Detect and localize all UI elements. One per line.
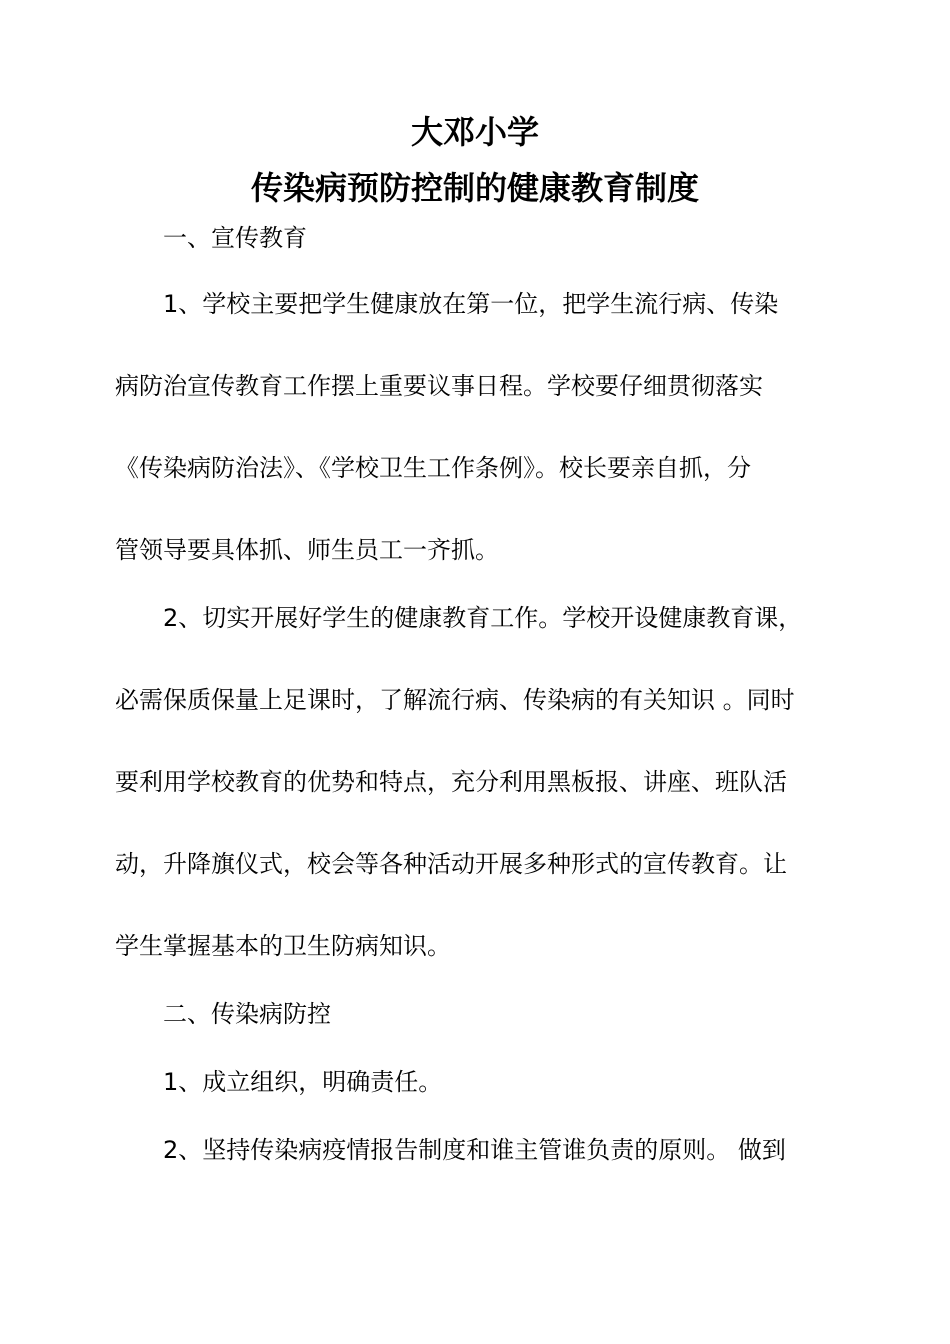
paragraph-line: 管领导要具体抓、师生员工一齐抓。 [115, 536, 499, 564]
document-subtitle: 传染病预防控制的健康教育制度 [250, 169, 699, 207]
paragraph-line: 要利用学校教育的优势和特点，充分利用黑板报、讲座、班队活 [115, 768, 787, 796]
paragraph-line: 学生掌握基本的卫生防病知识。 [115, 932, 451, 960]
section-heading-2: 二、传染病防控 [163, 1000, 331, 1028]
paragraph-line: 1、学校主要把学生健康放在第一位，把学生流行病、传染 [163, 290, 779, 318]
document-title: 大邓小学 [410, 113, 539, 151]
list-item: 2、坚持传染病疫情报告制度和谁主管谁负责的原则。 做到 [163, 1136, 786, 1164]
paragraph-line: 2、切实开展好学生的健康教育工作。学校开设健康教育课， [163, 604, 803, 632]
section-heading-1: 一、宣传教育 [163, 224, 307, 252]
paragraph-line: 病防治宣传教育工作摆上重要议事日程。学校要仔细贯彻落实 [115, 372, 763, 400]
paragraph-line: 动，升降旗仪式，校会等各种活动开展多种形式的宣传教育。让 [115, 850, 787, 878]
paragraph-line: 必需保质保量上足课时，了解流行病、传染病的有关知识 。同时 [115, 686, 795, 714]
list-item: 1、成立组织，明确责任。 [163, 1068, 443, 1096]
paragraph-line: 《传染病防治法》、《学校卫生工作条例》。校长要亲自抓，分 [115, 454, 751, 482]
